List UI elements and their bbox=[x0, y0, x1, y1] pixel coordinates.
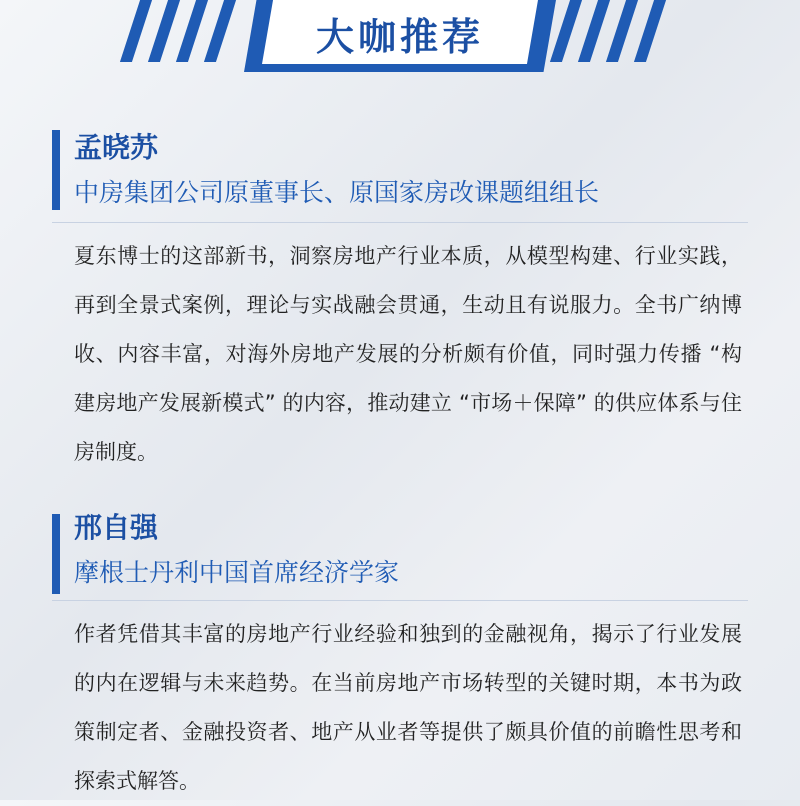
page-title: 大咖推荐 bbox=[315, 14, 484, 59]
right-stripes-decoration bbox=[560, 0, 656, 70]
section-divider bbox=[52, 222, 748, 223]
recommendation-text: 作者凭借其丰富的房地产行业经验和独到的金融视角，揭示了行业发展的内在逻辑与未来趋势。在当前房地产市场转型的关键时期，本书为政策制定者、金融投资者、地产从业者等提供了颇具价值的前瞻性思考和探索式解答。 bbox=[74, 622, 742, 793]
recommender-name: 孟晓苏 bbox=[74, 131, 159, 164]
recommender-name: 邢自强 bbox=[74, 511, 159, 544]
left-stripes-decoration bbox=[130, 0, 226, 70]
recommender-role: 中房集团公司原董事长、原国家房改课题组组长 bbox=[74, 178, 600, 207]
header-banner bbox=[0, 0, 800, 80]
section-divider bbox=[52, 600, 748, 601]
accent-bar bbox=[52, 130, 60, 210]
recommendation-text: 夏东博士的这部新书，洞察房地产行业本质，从模型构建、行业实践，再到全景式案例，理论与实战融会贯通，生动且有说服力。全书广纳博收、内容丰富，对海外房地产发展的分析颇有价值，同时强力传播 “构建房地产发展新模式” 的内容，推动建立 “市场＋保障” 的供应体系与住房制度。 bbox=[74, 244, 742, 464]
recommender-role: 摩根士丹利中国首席经济学家 bbox=[74, 558, 400, 587]
accent-bar bbox=[52, 514, 60, 594]
